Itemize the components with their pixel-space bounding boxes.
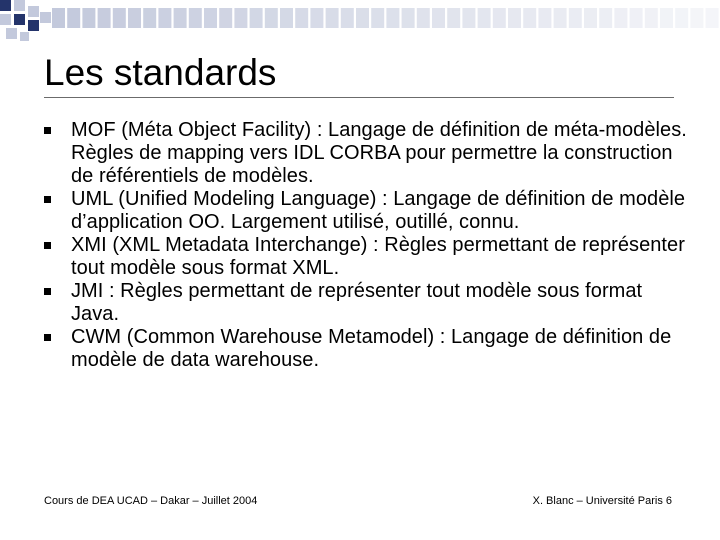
header-band-square [82, 8, 95, 28]
footer-author: X. Blanc – Université Paris 6 [532, 495, 672, 507]
header-band-square [599, 8, 612, 28]
header-band-square [508, 8, 521, 28]
header-band-square [128, 8, 141, 28]
header-band-square [447, 8, 460, 28]
header-band-square [523, 8, 536, 28]
header-band-square [554, 8, 567, 28]
bullet-text: XMI (XML Metadata Interchange) : Règles permettant de représenter tout modèle sous format XML. [71, 234, 685, 279]
header-band-square [706, 8, 719, 28]
bullet-text: MOF (Méta Object Facility) : Langage de définition de méta-modèles. Règles de mapping vers IDL CORBA pour permettre la construction de référentiels de modèles. [71, 119, 687, 187]
bullet-item-uml [44, 188, 694, 234]
bullet-item-mof [44, 119, 694, 188]
header-band-square [371, 8, 384, 28]
header-band-square [143, 8, 156, 28]
corner-square [0, 0, 11, 11]
header-band-square [417, 8, 430, 28]
bullet-text: UML (Unified Modeling Language) : Langage de définition de modèle d’application OO. Largement utilisé, outillé, connu. [71, 188, 686, 233]
header-band-square [98, 8, 111, 28]
square-bullet-icon [44, 242, 51, 249]
header-band-square [204, 8, 217, 28]
header-band-square [265, 8, 278, 28]
header-band-square [158, 8, 171, 28]
header-band-square [462, 8, 475, 28]
square-bullet-icon [44, 196, 51, 203]
header-band-square [295, 8, 308, 28]
header-band-square [584, 8, 597, 28]
header-band-square [569, 8, 582, 28]
header-decoration [0, 0, 720, 50]
bullet-text: JMI : Règles permettant de représenter tout modèle sous format Java. [71, 280, 643, 325]
header-band-square [690, 8, 703, 28]
header-band-square [174, 8, 187, 28]
header-band-square [386, 8, 399, 28]
header-band-square [432, 8, 445, 28]
header-band-square [341, 8, 354, 28]
corner-square [40, 12, 51, 23]
header-band-square [478, 8, 491, 28]
corner-square [14, 0, 25, 11]
header-band-square [538, 8, 551, 28]
bullet-item-jmi [44, 280, 694, 326]
header-band-square [660, 8, 673, 28]
bullet-text: CWM (Common Warehouse Metamodel) : Langage de définition de modèle de data warehouse. [71, 326, 672, 371]
header-band-square [630, 8, 643, 28]
square-bullet-icon [44, 334, 51, 341]
bullet-item-xmi [44, 234, 694, 280]
header-band-square [250, 8, 263, 28]
header-band-square [493, 8, 506, 28]
header-pattern [0, 0, 719, 41]
corner-square [14, 14, 25, 25]
footer-course: Cours de DEA UCAD – Dakar – Juillet 2004 [44, 495, 258, 507]
square-bullet-icon [44, 288, 51, 295]
header-band-square [356, 8, 369, 28]
header-band-square [67, 8, 80, 28]
square-bullet-icon [44, 127, 51, 134]
bullet-item-cwm [44, 326, 694, 372]
header-band-square [310, 8, 323, 28]
header-band-square [113, 8, 126, 28]
header-band-square [234, 8, 247, 28]
slide-title: Les standards [44, 52, 277, 93]
title-divider [44, 97, 674, 98]
header-band-square [614, 8, 627, 28]
corner-square [28, 6, 39, 17]
header-band-square [402, 8, 415, 28]
header-band-square [326, 8, 339, 28]
corner-square [20, 32, 29, 41]
header-band-square [675, 8, 688, 28]
header-band-square [52, 8, 65, 28]
corner-square [28, 20, 39, 31]
corner-square [6, 28, 17, 39]
corner-square [0, 14, 11, 25]
header-band-square [219, 8, 232, 28]
header-band-square [280, 8, 293, 28]
header-band-square [645, 8, 658, 28]
header-band-square [189, 8, 202, 28]
bullet-list [44, 119, 694, 372]
